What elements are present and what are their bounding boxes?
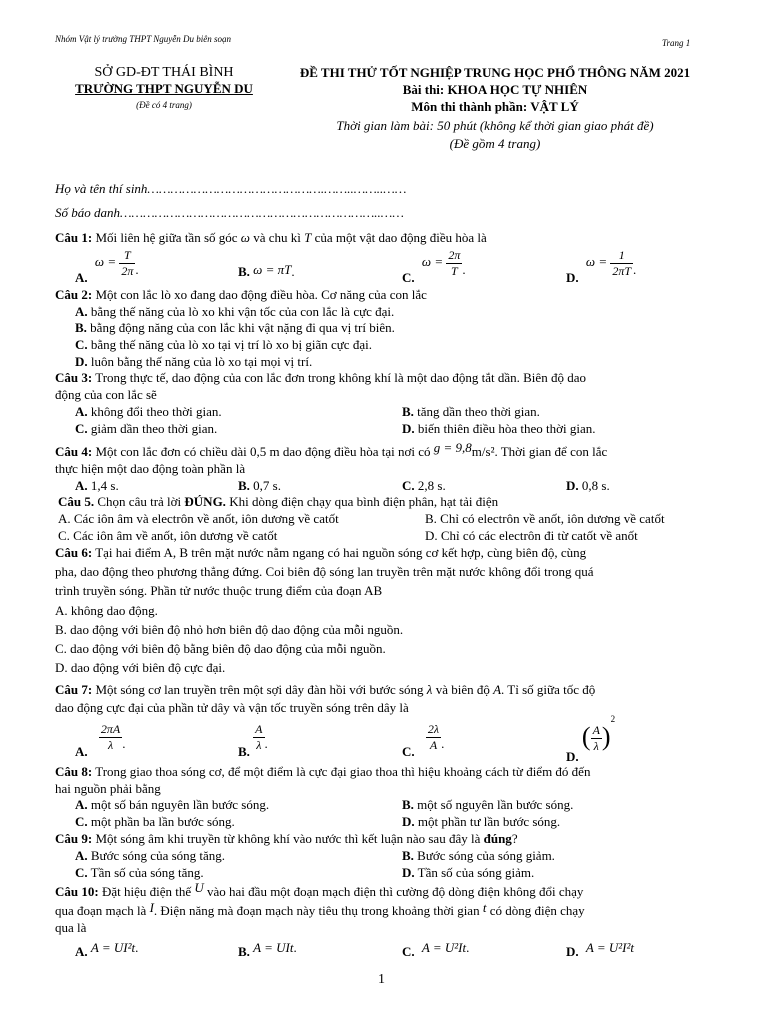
question-6-stem-line2: pha, dao động theo phương thẳng đứng. Coi biên độ sóng lan truyền trên mặt nước không đổi trong quá [55, 564, 594, 579]
question-5-option-b[interactable]: B. Chỉ có electrôn về anốt, iôn dương về catốt [425, 511, 665, 526]
question-7-stem: Câu 7: Một sóng cơ lan truyền trên một sợi dây đàn hồi với bước sóng λ và biên độ A. Tỉ số giữa tốc độ [55, 682, 596, 697]
question-9-option-c[interactable]: C. Tần số của sóng tăng. [75, 865, 204, 880]
candidate-id-line: Số báo danh…………………………………………………………..…… [55, 205, 404, 220]
question-1-option-d[interactable]: D. ω = $\frac{1}{2\pi T}$ . [566, 248, 637, 286]
question-3-option-d[interactable]: D. biến thiên điều hòa theo thời gian. [402, 421, 596, 436]
question-1-option-b[interactable]: B. ω = πT. [238, 262, 295, 279]
question-1-stem: Câu 1: Mối liên hệ giữa tần số góc ω và chu kì T của một vật dao động điều hòa là [55, 230, 487, 245]
question-8-option-b[interactable]: B. một số nguyên lần bước sóng. [402, 797, 574, 812]
pages-note-2: (Đề gồm 4 trang) [449, 136, 541, 151]
question-3-stem: Câu 3: Trong thực tế, dao động của con lắc đơn trong không khí là một dao động tắt dần. Biên độ dao [55, 370, 586, 385]
question-2-option-d[interactable]: D. luôn bằng thế năng của lò xo tại mọi vị trí. [75, 354, 313, 369]
question-9-option-b[interactable]: B. Bước sóng của sóng giảm. [402, 848, 555, 863]
question-8-stem-line2: hai nguồn phải bằng [55, 781, 161, 796]
question-8-stem: Câu 8: Trong giao thoa sóng cơ, để một điểm là cực đại giao thoa thì hiệu khoảng cách từ điểm đó đến [55, 764, 591, 779]
question-6-option-b[interactable]: B. dao động với biên độ nhỏ hơn biên độ dao động của mỗi nguồn. [55, 622, 404, 637]
question-6-stem: Câu 6: Tại hai điểm A, B trên mặt nước nằm ngang có hai nguồn sóng cơ kết hợp, cùng biên độ, cùng [55, 545, 587, 560]
question-3-option-c[interactable]: C. giảm dần theo thời gian. [75, 421, 218, 436]
question-3-option-a[interactable]: A. không đổi theo thời gian. [75, 404, 222, 419]
question-5-stem: Câu 5. Chọn câu trả lời ĐÚNG. Khi dòng điện chạy qua bình điện phân, hạt tải điện [58, 494, 499, 509]
question-7-option-b[interactable]: B. $\frac{A}{\lambda}$ . [238, 722, 268, 760]
question-7-option-c[interactable]: C. $\frac{2\lambda}{A}$ . [402, 722, 445, 760]
question-6-option-d[interactable]: D. dao động với biên độ cực đại. [55, 660, 226, 675]
question-8-option-c[interactable]: C. một phần ba lần bước sóng. [75, 814, 235, 829]
question-10-option-d[interactable]: D. A = U²I²t [566, 940, 634, 959]
exam-subject: Bài thi: KHOA HỌC TỰ NHIÊN [402, 82, 588, 97]
question-4-option-a[interactable]: A. 1,4 s. [75, 478, 119, 493]
question-1-option-a[interactable]: A. ω = $\frac{T}{2\pi}$ . [75, 248, 139, 286]
exam-component: Môn thi thành phần: VẬT LÝ [411, 99, 579, 114]
question-4-option-d[interactable]: D. 0,8 s. [566, 478, 610, 493]
exam-time: Thời gian làm bài: 50 phút (không kể thời gian giao phát đề) [336, 118, 654, 133]
question-3-option-b[interactable]: B. tăng dần theo thời gian. [402, 404, 540, 419]
question-8-option-a[interactable]: A. một số bán nguyên lần bước sóng. [75, 797, 270, 812]
pages-note: (Đề có 4 trang) [136, 100, 192, 110]
exam-title: ĐỀ THI THỬ TỐT NGHIỆP TRUNG HỌC PHỔ THÔNG NĂM 2021 [299, 65, 691, 80]
question-5-option-d[interactable]: D. Chỉ có các electrôn đi từ catốt về anốt [425, 528, 638, 543]
question-4-option-b[interactable]: B. 0,7 s. [238, 478, 281, 493]
question-2-option-a[interactable]: A. bằng thế năng của lò xo khi vận tốc của con lắc là cực đại. [75, 304, 395, 319]
question-5-option-c[interactable]: C. Các iôn âm về anốt, iôn dương về catốt [58, 528, 278, 543]
question-10-stem-line2: qua đoạn mạch là I. Điện năng mà đoạn mạch này tiêu thụ trong khoảng thời gian t có dòng điện chạy [55, 900, 585, 918]
question-3-stem-line2: động của con lắc sẽ [55, 387, 157, 402]
question-10-stem: Câu 10: Đặt hiệu điện thế U vào hai đầu một đoạn mạch điện thì cường độ dòng điện không đổi chạy [55, 880, 584, 899]
question-10-option-c[interactable]: C. A = U²It. [402, 940, 470, 959]
question-10-option-b[interactable]: B. A = UIt. [238, 940, 297, 959]
question-2-stem: Câu 2: Một con lắc lò xo đang dao động điều hòa. Cơ năng của con lắc [55, 287, 427, 302]
question-6-option-c[interactable]: C. dao động với biên độ bằng biên độ dao động của mỗi nguồn. [55, 641, 386, 656]
question-2-option-b[interactable]: B. bằng động năng của con lắc khi vật nặng đi qua vị trí biên. [75, 320, 395, 335]
question-9-option-a[interactable]: A. Bước sóng của sóng tăng. [75, 848, 226, 863]
question-6-option-a[interactable]: A. không dao động. [55, 603, 158, 618]
question-4-option-c[interactable]: C. 2,8 s. [402, 478, 446, 493]
question-4-stem-line2: thực hiện một dao động toàn phần là [55, 461, 246, 476]
department: SỞ GD-ĐT THÁI BÌNH [94, 65, 234, 80]
page-label: Trang 1 [662, 38, 691, 48]
question-2-option-c[interactable]: C. bằng thế năng của lò xo tại vị trí lò xo bị giãn cực đại. [75, 337, 372, 352]
school-name: TRƯỜNG THPT NGUYỄN DU [75, 81, 253, 96]
question-4-stem: Câu 4: Một con lắc đơn có chiều dài 0,5 m dao động điều hòa tại nơi có g = 9,8m/s². Thời gian để con lắc [55, 440, 608, 459]
group-note: Nhóm Vật lý trường THPT Nguyễn Du biên soạn [55, 34, 232, 44]
question-1-option-c[interactable]: C. ω = $\frac{2\pi}{T}$ . [402, 248, 466, 286]
page-number: 1 [378, 972, 385, 987]
question-6-stem-line3: trình truyền sóng. Phần tử nước thuộc trung điểm của đoạn AB [55, 583, 383, 598]
candidate-name-line: Họ và tên thí sinh……………………………………….……..……..…… [55, 181, 407, 196]
question-7-option-d[interactable]: D. ( $\frac{A}{\lambda}$ )$^2$ [566, 713, 616, 764]
question-9-stem: Câu 9: Một sóng âm khi truyền từ không khí vào nước thì kết luận nào sau đây là đúng? [55, 831, 518, 846]
question-8-option-d[interactable]: D. một phần tư lần bước sóng. [402, 814, 561, 829]
question-9-option-d[interactable]: D. Tần số của sóng giảm. [402, 865, 535, 880]
question-5-option-a[interactable]: A. Các iôn âm và electrôn về anốt, iôn dương về catốt [58, 511, 339, 526]
question-7-stem-line2: dao động cực đại của phần tử dây và vận tốc truyền sóng trên dây là [55, 700, 409, 715]
question-7-option-a[interactable]: A. $\frac{2\pi A}{\lambda}$ . [75, 722, 126, 760]
question-10-option-a[interactable]: A. A = UI²t. [75, 940, 139, 959]
question-10-stem-line3: qua là [55, 920, 87, 935]
